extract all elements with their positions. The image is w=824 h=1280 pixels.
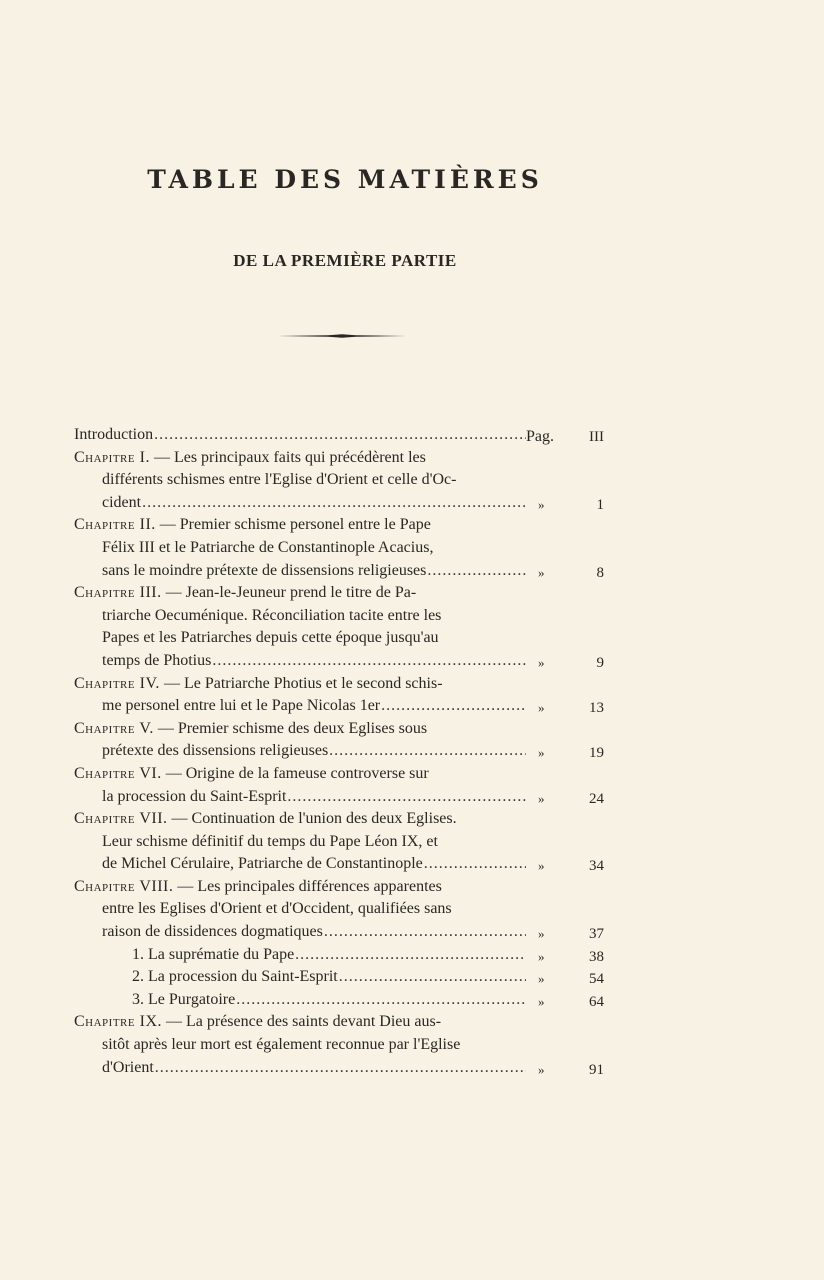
toc-line-text: de Michel Cérulaire, Patriarche de Constantinople [102,855,423,873]
dot-leader [154,424,526,447]
toc-line-text: cident [102,493,142,511]
toc-line-text: 3. Le Purgatoire [132,990,236,1008]
page-number: 19 [589,745,604,762]
page-number: 1 [596,496,604,513]
page-mark: » [538,654,545,670]
toc-entry [74,763,604,808]
dot-leader [424,853,526,876]
page-number: 54 [589,971,604,988]
page-number: 91 [589,1061,604,1078]
toc-entry-text [74,718,526,763]
page-reference [538,788,604,811]
toc-line-text: — Origine de la fameuse controverse sur [165,764,429,782]
page-mark: » [538,926,545,942]
page-mark: » [538,700,545,716]
toc-entry [74,989,604,1012]
toc-line-text: — Le Patriarche Photius et le second schis- [163,674,443,692]
page-reference [526,426,604,449]
toc-line: entre les Eglises d'Orient et d'Occident, qualifiées sans [102,900,452,918]
toc-line [74,740,526,763]
page-mark: » [538,496,545,512]
toc-line [74,1057,526,1080]
dot-leader [236,989,526,1012]
toc-line-text: sans le moindre prétexte de dissensions religieuses [102,561,427,579]
toc-line [74,673,526,696]
toc-line-text: 1. La suprématie du Pape [132,945,295,963]
page-reference [538,697,604,720]
dot-leader [295,944,526,967]
page-number: III [589,429,604,445]
page-reference [538,923,604,946]
toc-line [74,718,526,741]
toc-line [74,514,526,537]
page-mark: » [538,790,545,806]
toc-line [74,876,526,899]
toc-line [74,853,526,876]
dot-leader [142,492,526,515]
page-number: 38 [589,948,604,965]
toc-line-text: — La présence des saints devant Dieu aus- [166,1013,442,1031]
page-number: 8 [596,564,604,581]
page-number: 64 [589,993,604,1010]
page-mark: » [538,564,545,580]
chapter-label: Chapitre VII. [74,810,168,828]
toc-line: triarche Oecuménique. Réconciliation tacite entre les [102,606,442,624]
toc-line [74,1011,526,1034]
toc-line [74,582,526,605]
toc-line [74,921,526,944]
toc-line [132,966,526,989]
toc-line-text: prétexte des dissensions religieuses [102,742,329,760]
toc-entry [74,808,604,876]
toc-line-text: d'Orient [102,1058,154,1076]
toc-entry-text [74,989,526,1012]
page-reference [538,968,604,991]
chapter-label: Chapitre II. [74,516,156,534]
dot-leader [339,966,526,989]
toc-entry-text [74,944,526,967]
ornamental-rule [278,334,406,337]
page-mark: » [538,1061,545,1077]
toc-entry-text [74,673,526,718]
toc-line-text: la procession du Saint-Esprit [102,787,287,805]
table-of-contents [74,424,604,1079]
toc-line [74,447,526,470]
dot-leader [427,560,526,583]
page-reference [538,742,604,765]
page-number: 13 [589,700,604,717]
toc-entry-text [74,582,526,672]
toc-line [74,808,526,831]
toc-line-text: Introduction [74,426,154,443]
toc-entry [74,944,604,967]
toc-line-text: — Les principaux faits qui précédèrent les [153,448,426,466]
toc-line [132,944,526,967]
toc-entry [74,514,604,582]
chapter-label: Chapitre V. [74,719,154,737]
page-mark: Pag. [526,428,554,445]
page-number: 34 [589,858,604,875]
toc-line: différents schismes entre l'Eglise d'Orient et celle d'Oc- [102,471,457,489]
toc-entry-text [74,876,526,944]
page-subtitle: DE LA PREMIÈRE PARTIE [233,251,457,270]
page-mark: » [538,745,545,761]
toc-line: sitôt après leur mort est également reconnue par l'Eglise [102,1036,461,1054]
dot-leader [155,1057,526,1080]
toc-line: Leur schisme définitif du temps du Pape Léon IX, et [102,832,438,850]
toc-line [74,786,526,809]
toc-line-text: — Premier schisme personel entre le Pape [159,516,431,534]
toc-line [74,560,526,583]
page-title: TABLE DES MATIÈRES [147,165,543,194]
toc-line-text: temps de Photius [102,651,212,669]
dot-leader [329,740,526,763]
toc-line [132,989,526,1012]
toc-entry-text [74,763,526,808]
dot-leader [287,786,526,809]
page-reference [538,1059,604,1082]
toc-line-text: — Premier schisme des deux Eglises sous [157,719,428,737]
toc-entry [74,447,604,515]
toc-line [74,695,526,718]
toc-entry-text [74,514,526,582]
toc-line-text: — Jean-le-Jeuneur prend le titre de Pa- [165,584,417,602]
page-reference [538,562,604,585]
page-reference [538,494,604,517]
toc-entry [74,673,604,718]
page-mark: » [538,858,545,874]
chapter-label: Chapitre VIII. [74,877,174,895]
page-mark: » [538,971,545,987]
toc-entry-text [74,424,526,447]
toc-line [74,763,526,786]
chapter-label: Chapitre VI. [74,764,162,782]
page-number: 24 [589,790,604,807]
toc-line: Papes et les Patriarches depuis cette époque jusqu'au [102,629,439,647]
dot-leader [324,921,526,944]
toc-line: Félix III et le Patriarche de Constantinople Acacius, [102,538,434,556]
page-number: 9 [596,654,604,671]
toc-line-text: me personel entre lui et le Pape Nicolas 1er [102,697,381,715]
toc-entry [74,718,604,763]
chapter-label: Chapitre IX. [74,1013,162,1031]
chapter-label: Chapitre IV. [74,674,160,692]
dot-leader [381,695,526,718]
page-reference [538,652,604,675]
toc-entry-text [74,808,526,876]
toc-entry [74,966,604,989]
toc-entry [74,424,604,447]
toc-entry-text [74,966,526,989]
toc-line-text: — Continuation de l'union des deux Eglises. [171,810,457,828]
toc-line-text: raison de dissidences dogmatiques [102,923,323,941]
toc-line-text: 2. La procession du Saint-Esprit [132,968,338,986]
page-mark: » [538,948,545,964]
toc-entry [74,582,604,672]
chapter-label: Chapitre III. [74,584,162,602]
toc-line [74,650,526,673]
page-reference [538,855,604,878]
page-mark: » [538,993,545,1009]
dot-leader [212,650,526,673]
toc-entry-text [74,447,526,515]
page-reference [538,946,604,969]
page-reference [538,991,604,1014]
chapter-label: Chapitre I. [74,448,150,466]
toc-entry [74,1011,604,1079]
toc-entry-text [74,1011,526,1079]
toc-line-text: — Les principales différences apparentes [177,877,442,895]
toc-entry [74,876,604,944]
toc-line [74,492,526,515]
page-number: 37 [589,926,604,943]
toc-line [74,424,526,447]
